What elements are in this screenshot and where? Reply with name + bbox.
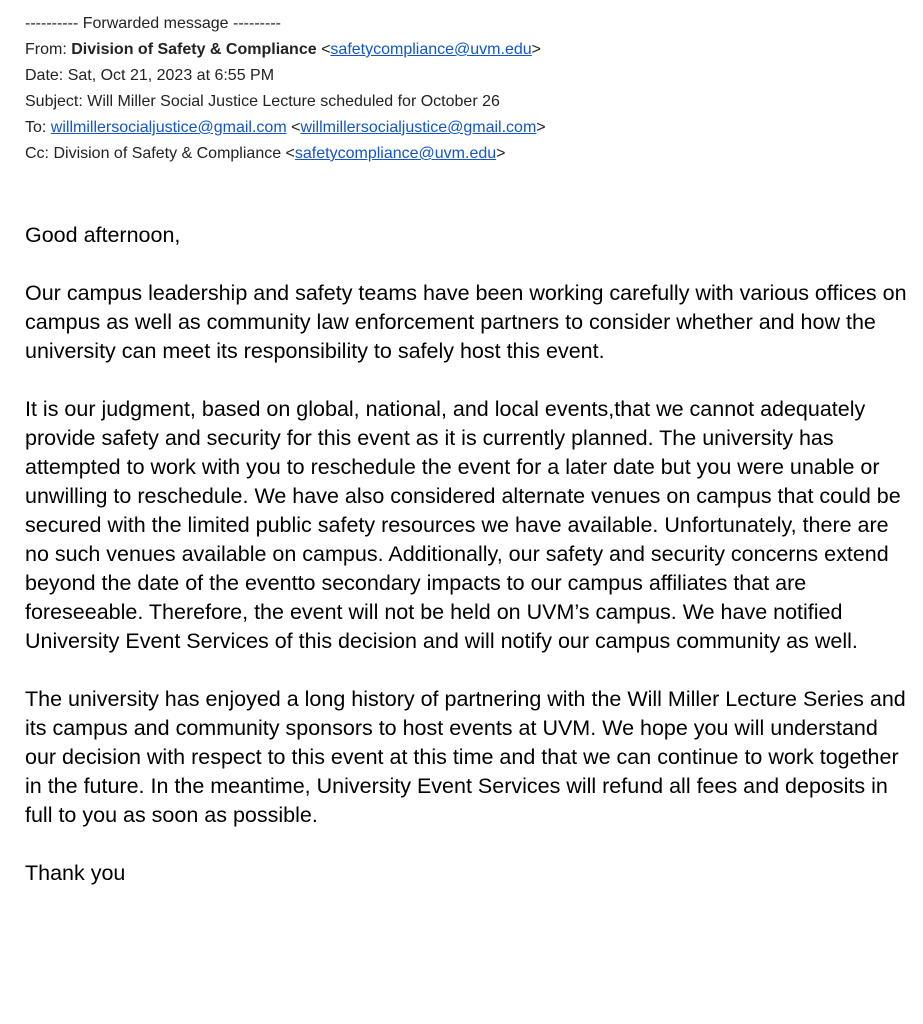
email-header bbox=[25, 11, 910, 167]
forward-marker: ---------- Forwarded message --------- bbox=[25, 15, 281, 32]
from-email-link[interactable]: safetycompliance@uvm.edu bbox=[330, 41, 532, 58]
to-email-link[interactable]: willmillersocialjustice@gmail.com bbox=[50, 119, 287, 136]
cc-label: Cc: bbox=[25, 145, 49, 162]
from-line: From: Division of Safety & Compliance <safetycompliance@uvm.edu> bbox=[25, 41, 541, 58]
subject-label: Subject: bbox=[25, 93, 83, 110]
from-label: From: bbox=[25, 41, 67, 58]
closing: Thank you bbox=[25, 861, 126, 885]
body-paragraph-3: The university has enjoyed a long history of partnering with the Will Miller Lecture Series and its campus and community sponsors to host events at UVM. We hope you will understand our decision with respect to this event at this time and that we can continue to work together in the future. In the meantime, University Event Services will refund all fees and deposits in full to you as soon as possible. bbox=[25, 687, 906, 827]
date-label: Date: bbox=[25, 67, 64, 84]
body-paragraph-2: It is our judgment, based on global, national, and local events,that we cannot adequately provide safety and security for this event as it is currently planned. The university has attempted to work with you to reschedule the event for a later date but you were unable or unwilling to reschedule. We have also considered alternate venues on campus that could be secured with the limited public safety resources we have available. Unfortunately, there are no such venues available on campus. Additionally, our safety and security concerns extend beyond the date of the eventto secondary impacts to our campus affiliates that are foreseeable. Therefore, the event will not be held on UVM’s campus. We have notified University Event Services of this decision and will notify our campus community as well. bbox=[25, 397, 901, 653]
to-line: To: willmillersocialjustice@gmail.com <willmillersocialjustice@gmail.com> bbox=[25, 119, 546, 136]
cc-name: Division of Safety & Compliance bbox=[53, 145, 282, 162]
cc-line: Cc: Division of Safety & Compliance <safetycompliance@uvm.edu> bbox=[25, 145, 506, 162]
subject-value: Will Miller Social Justice Lecture scheduled for October 26 bbox=[87, 93, 500, 110]
to-label: To: bbox=[25, 119, 47, 136]
cc-email-link[interactable]: safetycompliance@uvm.edu bbox=[294, 145, 497, 162]
email-body bbox=[25, 221, 910, 888]
subject-line bbox=[25, 89, 910, 115]
body-paragraph-1: Our campus leadership and safety teams have been working carefully with various offices on campus as well as community law enforcement partners to consider whether and how the university can meet its responsibility to safely host this event. bbox=[25, 281, 907, 363]
greeting: Good afternoon, bbox=[25, 223, 181, 247]
from-name: Division of Safety & Compliance bbox=[71, 41, 317, 58]
date-line bbox=[25, 63, 910, 89]
forwarded-email bbox=[25, 11, 910, 917]
to-email-address-link[interactable]: willmillersocialjustice@gmail.com bbox=[300, 119, 537, 136]
date-value: Sat, Oct 21, 2023 at 6:55 PM bbox=[67, 67, 275, 84]
